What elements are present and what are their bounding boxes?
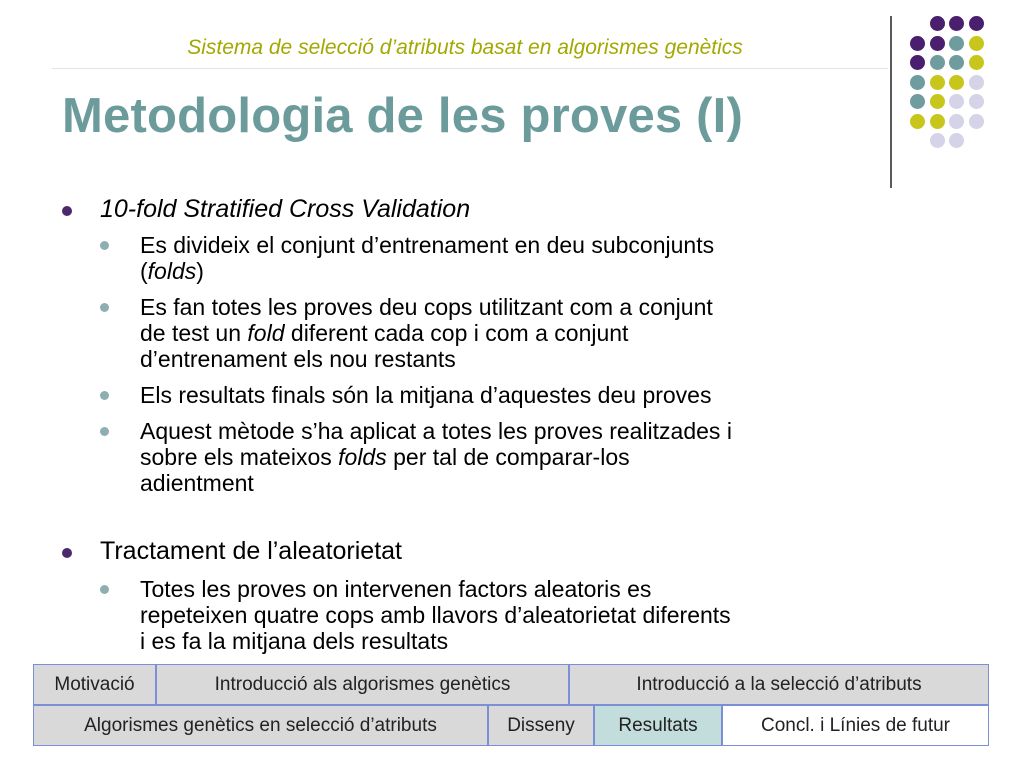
decor-dot — [969, 16, 984, 31]
bullet-icon — [100, 585, 109, 594]
bullet-icon — [100, 303, 109, 312]
list-item: Els resultats finals són la mitjana d’aquestes deu proves — [100, 382, 890, 408]
decor-dot — [969, 55, 984, 70]
list-item: Totes les proves on intervenen factors aleatoris es repeteixen quatre cops amb llavors d’aleatorietat diferents i es fa la mitjana dels resultats — [100, 576, 890, 654]
decor-dot — [949, 36, 964, 51]
decor-dot — [910, 36, 925, 51]
decor-dot — [949, 55, 964, 70]
nav-disseny[interactable]: Disseny — [488, 705, 594, 746]
section-heading-randomness: Tractament de l’aleatorietat — [62, 537, 882, 566]
decor-dot — [930, 16, 945, 31]
decor-dot — [969, 114, 984, 129]
bullet-icon — [62, 548, 72, 558]
bullet-icon — [100, 427, 109, 436]
slide-title: Metodologia de les proves (I) — [62, 89, 744, 143]
decor-dot — [949, 16, 964, 31]
nav-conclusions[interactable]: Concl. i Línies de futur — [722, 705, 989, 746]
decor-dot — [910, 114, 925, 129]
nav-algorismes-seleccio[interactable]: Algorismes genètics en selecció d’atributs — [33, 705, 488, 746]
decor-dot — [930, 114, 945, 129]
decor-dot — [949, 75, 964, 90]
decor-dot — [930, 55, 945, 70]
decor-dot — [949, 94, 964, 109]
nav-resultats[interactable]: Resultats — [594, 705, 722, 746]
bullet-icon — [62, 206, 72, 216]
header-rule — [52, 68, 888, 69]
nav-introduccio-algorismes[interactable]: Introducció als algorismes genètics — [156, 664, 569, 705]
bullet-icon — [100, 391, 109, 400]
list-item: Es fan totes les proves deu cops utilitzant com a conjunt de test un fold diferent cada cop i com a conjunt d’entrenament els nou restants — [100, 294, 890, 372]
bullet-icon — [100, 241, 109, 250]
decor-dot — [930, 94, 945, 109]
decor-dot — [969, 75, 984, 90]
decor-dot — [930, 36, 945, 51]
decor-dot — [969, 36, 984, 51]
nav-motivacio[interactable]: Motivació — [33, 664, 156, 705]
header-subtitle: Sistema de selecció d’atributs basat en algorismes genètics — [187, 36, 743, 59]
decor-dot — [930, 133, 945, 148]
decor-vertical-line — [890, 16, 892, 188]
decor-dot — [930, 75, 945, 90]
decor-dot — [910, 94, 925, 109]
decor-dot — [910, 55, 925, 70]
nav-introduccio-seleccio[interactable]: Introducció a la selecció d’atributs — [569, 664, 989, 705]
decor-dot — [910, 75, 925, 90]
section-heading-cross-validation: 10-fold Stratified Cross Validation — [62, 195, 882, 224]
list-item: Aquest mètode s’ha aplicat a totes les proves realitzades i sobre els mateixos folds per tal de comparar-los adientment — [100, 418, 890, 496]
decor-dot — [949, 114, 964, 129]
list-item: Es divideix el conjunt d’entrenament en deu subconjunts (folds) — [100, 232, 890, 284]
decor-dot — [969, 94, 984, 109]
decor-dot — [949, 133, 964, 148]
